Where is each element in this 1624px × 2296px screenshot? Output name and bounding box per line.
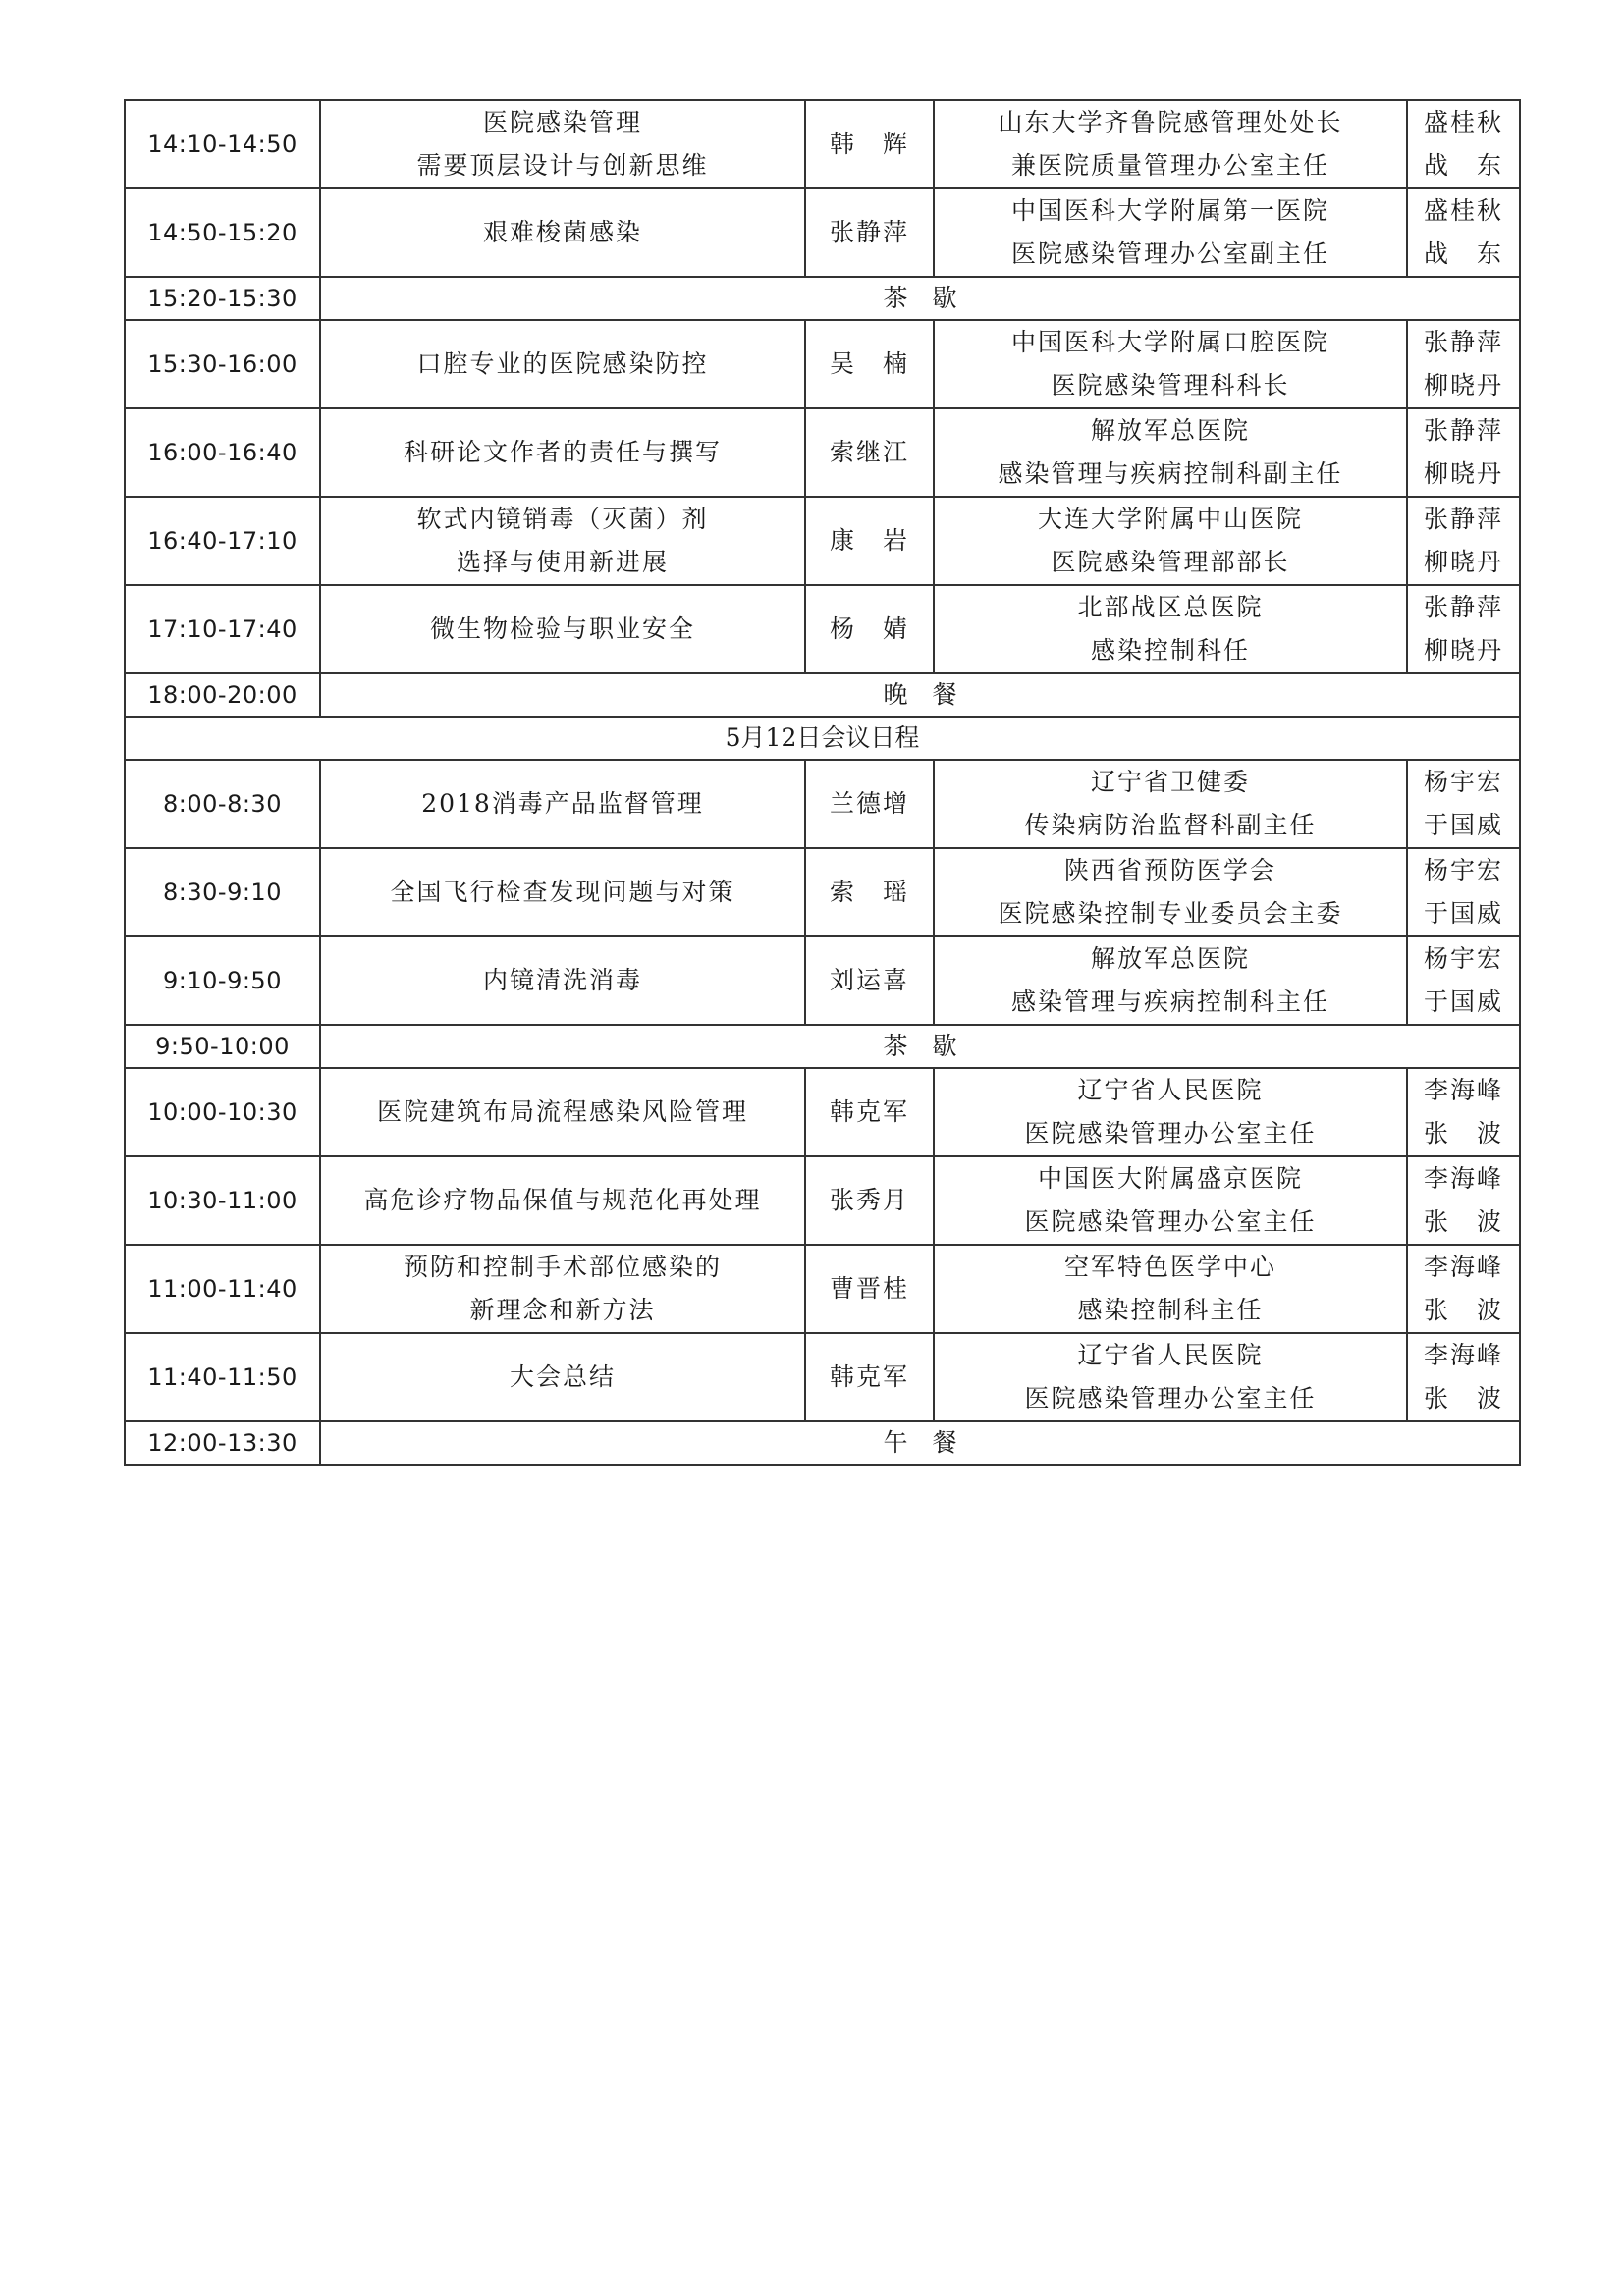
session-chairs-line: 杨宇宏 (1423, 856, 1503, 884)
session-topic (320, 1245, 805, 1333)
session-speaker: 韩 辉 (805, 100, 934, 188)
session-topic (320, 585, 805, 673)
session-chairs (1407, 760, 1520, 848)
session-speaker: 索 瑶 (805, 848, 934, 936)
session-topic-line: 口腔专业的医院感染防控 (416, 349, 709, 378)
speaker-affiliation-line: 医院感染管理办公室副主任 (1010, 240, 1329, 268)
session-topic (320, 936, 805, 1025)
session-speaker: 兰德增 (805, 760, 934, 848)
speaker-affiliation-line: 陕西省预防医学会 (1063, 856, 1276, 884)
session-time: 8:30-9:10 (125, 848, 320, 936)
session-row (125, 848, 1520, 936)
session-speaker: 韩克军 (805, 1333, 934, 1421)
session-row (125, 408, 1520, 497)
break-label: 茶 歇 (320, 277, 1520, 320)
session-time: 14:50-15:20 (125, 188, 320, 277)
session-chairs-line: 张 波 (1423, 1119, 1503, 1148)
speaker-affiliation (934, 1333, 1407, 1421)
schedule-body (125, 100, 1520, 1465)
session-time: 11:40-11:50 (125, 1333, 320, 1421)
session-chairs-line: 张静萍 (1423, 328, 1503, 356)
session-chairs-line: 盛桂秋 (1423, 196, 1503, 225)
session-time: 15:30-16:00 (125, 320, 320, 408)
session-chairs-line: 李海峰 (1423, 1076, 1503, 1104)
session-chairs (1407, 585, 1520, 673)
session-topic-line: 医院建筑布局流程感染风险管理 (376, 1097, 748, 1126)
session-chairs-line: 李海峰 (1423, 1253, 1503, 1281)
speaker-affiliation-line: 医院感染管理办公室主任 (1024, 1384, 1317, 1413)
session-speaker: 索继江 (805, 408, 934, 497)
session-chairs (1407, 1156, 1520, 1245)
day-heading-row (125, 717, 1520, 760)
session-time: 10:30-11:00 (125, 1156, 320, 1245)
speaker-affiliation-line: 传染病防治监督科副主任 (1024, 811, 1317, 839)
session-chairs-line: 柳晓丹 (1423, 459, 1503, 488)
session-speaker: 韩克军 (805, 1068, 934, 1156)
speaker-affiliation-line: 感染管理与疾病控制科副主任 (998, 459, 1343, 488)
session-topic-line: 需要顶层设计与创新思维 (416, 151, 709, 180)
session-row (125, 1068, 1520, 1156)
session-chairs-line: 张静萍 (1423, 416, 1503, 445)
session-chairs-line: 于国威 (1423, 988, 1503, 1016)
speaker-affiliation-line: 山东大学齐鲁院感管理处处长 (998, 108, 1343, 136)
speaker-affiliation-line: 解放军总医院 (1090, 416, 1250, 445)
session-time: 14:10-14:50 (125, 100, 320, 188)
session-chairs (1407, 320, 1520, 408)
session-topic-line: 内镜清洗消毒 (482, 966, 642, 994)
session-time: 16:40-17:10 (125, 497, 320, 585)
break-time: 12:00-13:30 (125, 1421, 320, 1465)
session-row (125, 1333, 1520, 1421)
session-topic (320, 760, 805, 848)
session-chairs-line: 于国威 (1423, 811, 1503, 839)
session-chairs-line: 柳晓丹 (1423, 548, 1503, 576)
session-topic (320, 408, 805, 497)
speaker-affiliation (934, 100, 1407, 188)
session-row (125, 936, 1520, 1025)
session-time: 16:00-16:40 (125, 408, 320, 497)
speaker-affiliation-line: 解放军总医院 (1090, 944, 1250, 973)
session-topic (320, 848, 805, 936)
speaker-affiliation (934, 188, 1407, 277)
session-time: 10:00-10:30 (125, 1068, 320, 1156)
session-chairs (1407, 408, 1520, 497)
session-topic-line: 医院感染管理 (482, 108, 642, 136)
speaker-affiliation-line: 辽宁省人民医院 (1077, 1341, 1264, 1369)
speaker-affiliation-line: 兼医院质量管理办公室主任 (1010, 151, 1329, 180)
session-chairs-line: 李海峰 (1423, 1341, 1503, 1369)
speaker-affiliation (934, 760, 1407, 848)
session-chairs (1407, 936, 1520, 1025)
session-chairs (1407, 1245, 1520, 1333)
session-speaker: 杨 婧 (805, 585, 934, 673)
speaker-affiliation-line: 中国医科大学附属第一医院 (1010, 196, 1329, 225)
session-topic-line: 预防和控制手术部位感染的 (403, 1253, 722, 1281)
session-speaker: 曹晋桂 (805, 1245, 934, 1333)
session-topic-line: 全国飞行检查发现问题与对策 (390, 878, 735, 906)
session-time: 17:10-17:40 (125, 585, 320, 673)
session-chairs (1407, 497, 1520, 585)
session-row (125, 760, 1520, 848)
break-row (125, 673, 1520, 717)
speaker-affiliation-line: 医院感染管理办公室主任 (1024, 1207, 1317, 1236)
session-row (125, 320, 1520, 408)
break-label: 午 餐 (320, 1421, 1520, 1465)
session-speaker: 张秀月 (805, 1156, 934, 1245)
session-topic (320, 320, 805, 408)
session-topic (320, 1068, 805, 1156)
session-chairs-line: 于国威 (1423, 899, 1503, 928)
speaker-affiliation (934, 408, 1407, 497)
speaker-affiliation-line: 辽宁省卫健委 (1090, 768, 1250, 796)
session-chairs-line: 张 波 (1423, 1207, 1503, 1236)
session-time: 9:10-9:50 (125, 936, 320, 1025)
session-topic-line: 选择与使用新进展 (456, 548, 669, 576)
session-chairs-line: 柳晓丹 (1423, 371, 1503, 400)
session-topic (320, 497, 805, 585)
session-speaker: 吴 楠 (805, 320, 934, 408)
speaker-affiliation-line: 大连大学附属中山医院 (1037, 505, 1303, 533)
session-chairs-line: 战 东 (1423, 151, 1503, 180)
session-topic-line: 艰难梭菌感染 (482, 218, 642, 246)
session-topic-line: 科研论文作者的责任与撰写 (403, 438, 722, 466)
session-chairs-line: 张静萍 (1423, 505, 1503, 533)
speaker-affiliation (934, 585, 1407, 673)
speaker-affiliation-line: 空军特色医学中心 (1063, 1253, 1276, 1281)
session-topic-line: 软式内镜销毒（灭菌）剂 (416, 505, 709, 533)
break-row (125, 277, 1520, 320)
speaker-affiliation-line: 感染控制科主任 (1077, 1296, 1264, 1324)
speaker-affiliation-line: 感染控制科任 (1090, 636, 1250, 665)
session-row (125, 497, 1520, 585)
break-label: 茶 歇 (320, 1025, 1520, 1068)
speaker-affiliation-line: 感染管理与疾病控制科主任 (1010, 988, 1329, 1016)
session-speaker: 张静萍 (805, 188, 934, 277)
session-row (125, 585, 1520, 673)
session-chairs-line: 杨宇宏 (1423, 768, 1503, 796)
speaker-affiliation-line: 辽宁省人民医院 (1077, 1076, 1264, 1104)
session-topic (320, 100, 805, 188)
break-time: 15:20-15:30 (125, 277, 320, 320)
session-topic (320, 1333, 805, 1421)
session-chairs (1407, 188, 1520, 277)
speaker-affiliation-line: 中国医科大学附属口腔医院 (1010, 328, 1329, 356)
session-topic (320, 1156, 805, 1245)
schedule-table (124, 99, 1521, 1466)
speaker-affiliation (934, 1068, 1407, 1156)
session-topic-line: 新理念和新方法 (469, 1296, 656, 1324)
session-row (125, 1245, 1520, 1333)
session-row (125, 100, 1520, 188)
speaker-affiliation-line: 医院感染管理部部长 (1051, 548, 1290, 576)
session-topic-line: 微生物检验与职业安全 (429, 614, 695, 643)
session-chairs-line: 张静萍 (1423, 593, 1503, 621)
speaker-affiliation (934, 1245, 1407, 1333)
break-row (125, 1025, 1520, 1068)
session-chairs-line: 张 波 (1423, 1384, 1503, 1413)
session-chairs (1407, 1333, 1520, 1421)
speaker-affiliation-line: 医院感染控制专业委员会主委 (998, 899, 1343, 928)
session-chairs (1407, 848, 1520, 936)
break-time: 9:50-10:00 (125, 1025, 320, 1068)
speaker-affiliation (934, 497, 1407, 585)
break-time: 18:00-20:00 (125, 673, 320, 717)
session-chairs (1407, 1068, 1520, 1156)
session-chairs-line: 杨宇宏 (1423, 944, 1503, 973)
session-time: 11:00-11:40 (125, 1245, 320, 1333)
session-speaker: 康 岩 (805, 497, 934, 585)
session-topic-line: 2018消毒产品监督管理 (421, 789, 704, 818)
session-topic (320, 188, 805, 277)
speaker-affiliation-line: 中国医大附属盛京医院 (1037, 1164, 1303, 1193)
speaker-affiliation-line: 北部战区总医院 (1077, 593, 1264, 621)
session-time: 8:00-8:30 (125, 760, 320, 848)
session-chairs-line: 柳晓丹 (1423, 636, 1503, 665)
session-chairs-line: 张 波 (1423, 1296, 1503, 1324)
session-row (125, 1156, 1520, 1245)
session-chairs-line: 盛桂秋 (1423, 108, 1503, 136)
speaker-affiliation (934, 320, 1407, 408)
break-row (125, 1421, 1520, 1465)
session-topic-line: 大会总结 (509, 1362, 616, 1391)
session-row (125, 188, 1520, 277)
session-chairs (1407, 100, 1520, 188)
speaker-affiliation-line: 医院感染管理办公室主任 (1024, 1119, 1317, 1148)
day-heading: 5月12日会议日程 (125, 717, 1520, 760)
session-chairs-line: 李海峰 (1423, 1164, 1503, 1193)
speaker-affiliation (934, 1156, 1407, 1245)
session-chairs-line: 战 东 (1423, 240, 1503, 268)
speaker-affiliation (934, 936, 1407, 1025)
session-topic-line: 高危诊疗物品保值与规范化再处理 (363, 1186, 762, 1214)
break-label: 晚 餐 (320, 673, 1520, 717)
session-speaker: 刘运喜 (805, 936, 934, 1025)
speaker-affiliation-line: 医院感染管理科科长 (1051, 371, 1290, 400)
speaker-affiliation (934, 848, 1407, 936)
